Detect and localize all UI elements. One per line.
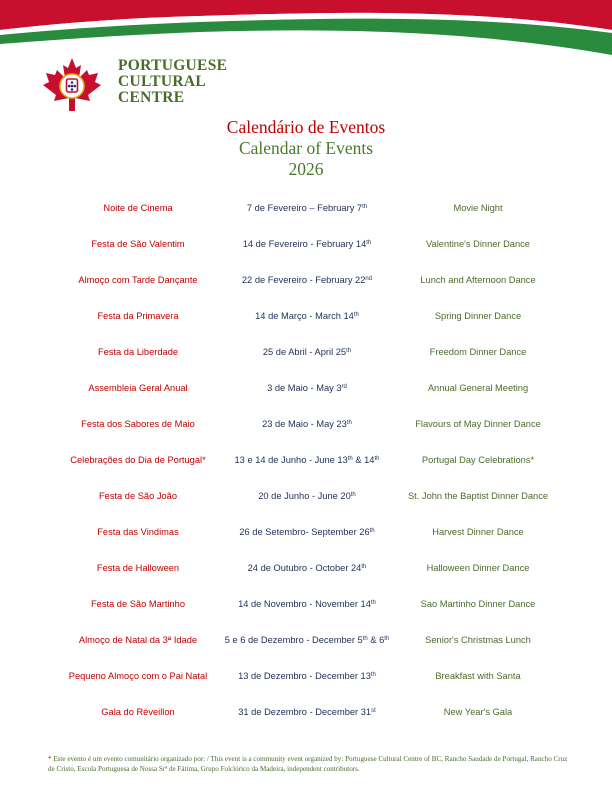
event-date-text: 26 de Setembro- September 26 xyxy=(239,527,370,537)
event-name-portuguese: Festa das Vindimas xyxy=(97,527,179,537)
event-name-english: Senior's Christmas Lunch xyxy=(425,635,531,645)
event-name-english: Breakfast with Santa xyxy=(435,671,521,681)
title-portuguese: Calendário de Eventos xyxy=(226,117,386,137)
event-date-text: 3 de Maio - May 3 xyxy=(267,383,342,393)
event-name-english: New Year's Gala xyxy=(443,707,513,717)
event-name-portuguese: Festa de São Valentim xyxy=(91,239,185,249)
event-row xyxy=(0,491,612,527)
event-name-portuguese: Pequeno Almoço com o Pai Natal xyxy=(68,671,208,681)
event-date-suffix: th xyxy=(353,312,359,318)
event-row xyxy=(0,527,612,563)
header-banner xyxy=(0,0,612,60)
event-date-text: 24 de Outubro - October 24 xyxy=(247,563,362,573)
event-date-suffix: rd xyxy=(341,384,347,390)
event-name-portuguese: Almoço de Natal da 3ª Idade xyxy=(78,635,198,645)
event-row xyxy=(0,707,612,743)
event-name-english: Portugal Day Celebrations* xyxy=(421,455,535,465)
title-year: 2026 xyxy=(288,159,324,179)
event-date-suffix: th xyxy=(347,456,353,462)
event-name-portuguese: Festa da Primavera xyxy=(97,311,179,321)
event-date-text: 14 de Fevereiro - February 14 xyxy=(242,239,367,249)
event-name-english: Halloween Dinner Dance xyxy=(426,563,530,573)
event-name-english: Annual General Meeting xyxy=(427,383,529,393)
org-name-line: PORTUGUESE xyxy=(118,57,228,74)
event-date-text: 5 e 6 de Dezembro - December 5 xyxy=(224,635,363,645)
event-name-english: Movie Night xyxy=(453,203,503,213)
event-name-portuguese: Almoço com Tarde Dançante xyxy=(78,275,198,285)
event-date-suffix-2: th xyxy=(374,456,380,462)
event-name-english: Freedom Dinner Dance xyxy=(429,347,527,357)
event-row xyxy=(0,671,612,707)
org-name xyxy=(118,58,227,106)
footnote xyxy=(48,754,570,774)
event-date-text: 25 de Abril - April 25 xyxy=(262,347,347,357)
maple-leaf-logo-icon xyxy=(40,56,104,112)
event-name-english: Harvest Dinner Dance xyxy=(432,527,524,537)
event-date-text: 13 e 14 de Junho - June 13 xyxy=(234,455,348,465)
event-name-portuguese: Festa de São João xyxy=(98,491,178,501)
event-row xyxy=(0,311,612,347)
page-title xyxy=(0,117,612,180)
event-date-suffix: th xyxy=(361,564,367,570)
event-name-english: Flavours of May Dinner Dance xyxy=(415,419,541,429)
event-date-suffix: th xyxy=(362,204,368,210)
event-name-portuguese: Festa de São Martinho xyxy=(90,599,186,609)
event-date-suffix: th xyxy=(369,528,375,534)
event-row xyxy=(0,383,612,419)
event-name-english: St. John the Baptist Dinner Dance xyxy=(407,491,549,501)
event-date-suffix: th xyxy=(346,420,352,426)
event-name-english: Valentine's Dinner Dance xyxy=(426,239,530,249)
event-date-text: 22 de Fevereiro - February 22 xyxy=(241,275,366,285)
event-list xyxy=(0,203,612,743)
event-date-text: 23 de Maio - May 23 xyxy=(262,419,347,429)
event-date-text: 14 de Novembro - November 14 xyxy=(238,599,371,609)
event-date-text: 13 de Dezembro - December 13 xyxy=(238,671,371,681)
org-name-line: CULTURAL xyxy=(118,73,206,90)
event-date-tail: & 14 xyxy=(352,455,375,465)
event-name-english: Lunch and Afternoon Dance xyxy=(420,275,536,285)
event-name-portuguese: Gala do Réveillon xyxy=(101,707,175,717)
event-date-suffix: th xyxy=(370,600,376,606)
event-row xyxy=(0,239,612,275)
event-row xyxy=(0,203,612,239)
event-date-suffix: th xyxy=(346,348,352,354)
event-name-portuguese: Festa dos Sabores de Maio xyxy=(81,419,195,429)
event-date-text: 14 de Março - March 14 xyxy=(255,311,354,321)
event-date-suffix: nd xyxy=(365,276,373,282)
event-row xyxy=(0,635,612,671)
event-name-english: Sao Martinho Dinner Dance xyxy=(420,599,536,609)
event-date-suffix: th xyxy=(362,636,368,642)
event-date-suffix: th xyxy=(370,672,376,678)
event-row xyxy=(0,347,612,383)
event-date-suffix: th xyxy=(350,492,356,498)
title-english: Calendar of Events xyxy=(238,138,374,158)
event-name-english: Spring Dinner Dance xyxy=(434,311,522,321)
footnote-asterisk: * xyxy=(48,755,52,763)
event-name-portuguese: Assembleia Geral Anual xyxy=(88,383,188,393)
event-name-portuguese: Noite de Cinema xyxy=(103,203,173,213)
event-row xyxy=(0,419,612,455)
footnote-text: Este evento é um evento comunitário organizado por: / This event is a community event organized by: Portuguese Cultural Centre of BC, Rancho Saudade de Portugal, Rancho Cruz de Cristo, Escola Portuguesa de Nossa Srª de Fátima, Grupo Folclórico da Madeira, independent contributors. xyxy=(48,755,568,773)
event-date-text: 20 de Junho - June 20 xyxy=(258,491,351,501)
event-date-tail: & 6 xyxy=(367,635,385,645)
event-date-text: 31 de Dezembro - December 31 xyxy=(238,707,372,717)
org-name-line: CENTRE xyxy=(118,89,185,106)
event-row xyxy=(0,563,612,599)
event-row xyxy=(0,455,612,491)
event-name-portuguese: Celebrações do Dia de Portugal* xyxy=(70,455,206,465)
event-date-suffix-2: th xyxy=(384,636,390,642)
event-row xyxy=(0,599,612,635)
event-name-portuguese: Festa de Halloween xyxy=(96,563,180,573)
event-name-portuguese: Festa da Liberdade xyxy=(97,347,179,357)
event-date-suffix: th xyxy=(366,240,372,246)
event-row xyxy=(0,275,612,311)
event-date-suffix: st xyxy=(371,708,376,714)
event-date-text: 7 de Fevereiro – February 7 xyxy=(246,203,363,213)
